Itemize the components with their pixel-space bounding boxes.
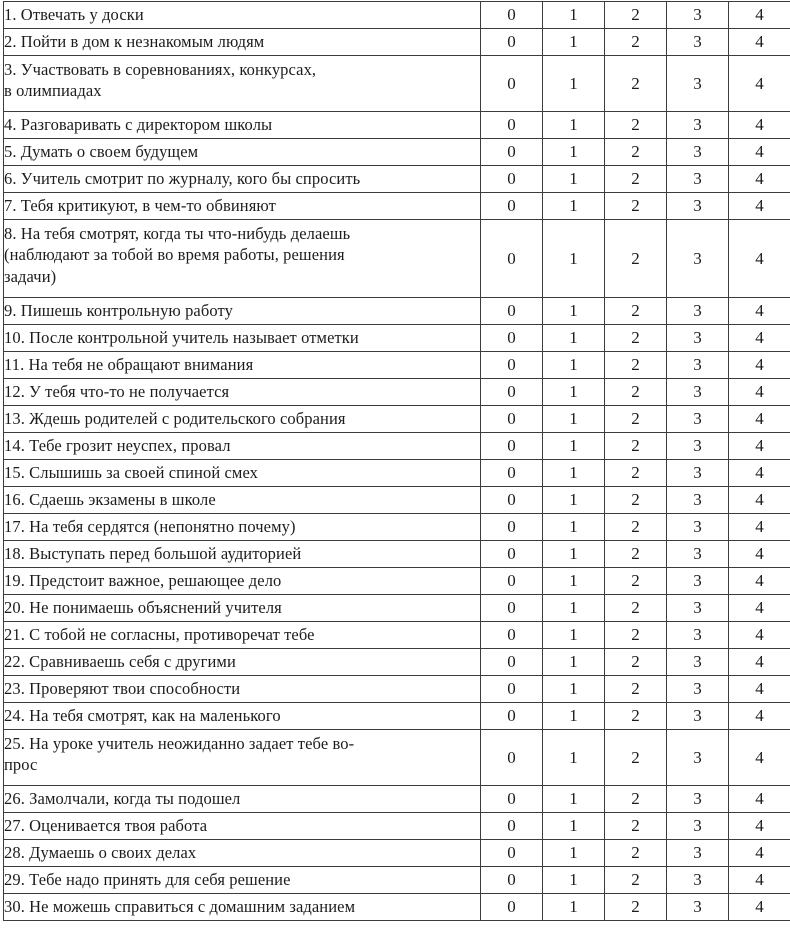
rating-option-2[interactable]: 2 xyxy=(605,894,667,921)
rating-option-4[interactable]: 4 xyxy=(729,487,790,514)
rating-option-3[interactable]: 3 xyxy=(667,460,729,487)
item-statement-line: 26. Замолчали, когда ты подошел xyxy=(4,788,480,809)
item-statement-line: 20. Не понимаешь объяснений учителя xyxy=(4,597,480,618)
item-statement-line: 30. Не можешь справиться с домашним заданием xyxy=(4,896,480,917)
rating-option-0[interactable]: 0 xyxy=(481,166,543,193)
rating-option-1[interactable]: 1 xyxy=(543,813,605,840)
item-statement-line: 15. Слышишь за своей спиной смех xyxy=(4,462,480,483)
rating-option-3[interactable]: 3 xyxy=(667,298,729,325)
rating-option-3[interactable]: 3 xyxy=(667,220,729,298)
rating-option-4[interactable]: 4 xyxy=(729,867,790,894)
rating-option-3[interactable]: 3 xyxy=(667,894,729,921)
rating-option-3[interactable]: 3 xyxy=(667,867,729,894)
item-statement-line: 24. На тебя смотрят, как на маленького xyxy=(4,705,480,726)
rating-option-4[interactable]: 4 xyxy=(729,220,790,298)
rating-option-2[interactable]: 2 xyxy=(605,622,667,649)
rating-option-1[interactable]: 1 xyxy=(543,894,605,921)
rating-option-1[interactable]: 1 xyxy=(543,568,605,595)
rating-option-3[interactable]: 3 xyxy=(667,595,729,622)
rating-option-2[interactable]: 2 xyxy=(605,112,667,139)
item-statement-cell xyxy=(4,56,481,112)
rating-option-1[interactable]: 1 xyxy=(543,703,605,730)
rating-option-1[interactable]: 1 xyxy=(543,2,605,29)
item-statement-cell xyxy=(4,112,481,139)
rating-option-3[interactable]: 3 xyxy=(667,730,729,786)
rating-option-4[interactable]: 4 xyxy=(729,730,790,786)
rating-option-2[interactable]: 2 xyxy=(605,514,667,541)
rating-option-0[interactable]: 0 xyxy=(481,703,543,730)
rating-option-2[interactable]: 2 xyxy=(605,406,667,433)
rating-option-1[interactable]: 1 xyxy=(543,840,605,867)
item-statement-line: 14. Тебе грозит неуспех, провал xyxy=(4,435,480,456)
questionnaire-sheet xyxy=(0,1,790,928)
table-row xyxy=(4,676,790,703)
rating-option-0[interactable]: 0 xyxy=(481,894,543,921)
table-row xyxy=(4,139,790,166)
item-statement-cell xyxy=(4,166,481,193)
rating-option-0[interactable]: 0 xyxy=(481,649,543,676)
item-statement-cell xyxy=(4,894,481,921)
rating-option-2[interactable]: 2 xyxy=(605,220,667,298)
rating-option-1[interactable]: 1 xyxy=(543,379,605,406)
rating-option-4[interactable]: 4 xyxy=(729,649,790,676)
item-statement-cell xyxy=(4,352,481,379)
rating-option-2[interactable]: 2 xyxy=(605,595,667,622)
item-statement-line: 29. Тебе надо принять для себя решение xyxy=(4,869,480,890)
rating-option-3[interactable]: 3 xyxy=(667,193,729,220)
rating-option-3[interactable]: 3 xyxy=(667,676,729,703)
rating-option-0[interactable]: 0 xyxy=(481,867,543,894)
rating-option-1[interactable]: 1 xyxy=(543,139,605,166)
rating-option-1[interactable]: 1 xyxy=(543,406,605,433)
rating-option-3[interactable]: 3 xyxy=(667,56,729,112)
item-statement-cell xyxy=(4,568,481,595)
item-statement-cell xyxy=(4,786,481,813)
item-statement-line: 5. Думать о своем будущем xyxy=(4,141,480,162)
item-statement-cell xyxy=(4,139,481,166)
item-statement-cell xyxy=(4,730,481,786)
rating-option-4[interactable]: 4 xyxy=(729,56,790,112)
item-statement-line: 25. На уроке учитель неожиданно задает тебе во- xyxy=(4,733,480,754)
item-statement-line: 3. Участвовать в соревнованиях, конкурсах, xyxy=(4,59,480,80)
table-row xyxy=(4,406,790,433)
item-statement-cell xyxy=(4,406,481,433)
item-statement-cell xyxy=(4,325,481,352)
rating-option-1[interactable]: 1 xyxy=(543,676,605,703)
item-statement-line: 10. После контрольной учитель называет отметки xyxy=(4,327,480,348)
rating-option-2[interactable]: 2 xyxy=(605,541,667,568)
rating-option-1[interactable]: 1 xyxy=(543,166,605,193)
rating-option-0[interactable]: 0 xyxy=(481,487,543,514)
rating-option-0[interactable]: 0 xyxy=(481,786,543,813)
rating-option-3[interactable]: 3 xyxy=(667,541,729,568)
rating-option-1[interactable]: 1 xyxy=(543,325,605,352)
table-row xyxy=(4,568,790,595)
item-statement-line: 22. Сравниваешь себя с другими xyxy=(4,651,480,672)
table-row xyxy=(4,56,790,112)
rating-option-4[interactable]: 4 xyxy=(729,622,790,649)
rating-option-1[interactable]: 1 xyxy=(543,867,605,894)
item-statement-cell xyxy=(4,867,481,894)
item-statement-cell xyxy=(4,840,481,867)
rating-option-4[interactable]: 4 xyxy=(729,703,790,730)
item-statement-cell xyxy=(4,649,481,676)
rating-option-2[interactable]: 2 xyxy=(605,460,667,487)
item-statement-cell xyxy=(4,433,481,460)
rating-option-4[interactable]: 4 xyxy=(729,541,790,568)
item-statement-line: 9. Пишешь контрольную работу xyxy=(4,300,480,321)
rating-option-0[interactable]: 0 xyxy=(481,541,543,568)
rating-option-2[interactable]: 2 xyxy=(605,56,667,112)
table-row xyxy=(4,649,790,676)
table-row xyxy=(4,2,790,29)
item-statement-cell xyxy=(4,193,481,220)
item-statement-cell xyxy=(4,487,481,514)
rating-option-2[interactable]: 2 xyxy=(605,867,667,894)
item-statement-line: (наблюдают за тобой во время работы, решения xyxy=(4,244,480,265)
item-statement-cell xyxy=(4,703,481,730)
rating-option-0[interactable]: 0 xyxy=(481,298,543,325)
rating-option-1[interactable]: 1 xyxy=(543,487,605,514)
rating-option-0[interactable]: 0 xyxy=(481,730,543,786)
item-statement-cell xyxy=(4,813,481,840)
rating-option-2[interactable]: 2 xyxy=(605,139,667,166)
item-statement-line: 7. Тебя критикуют, в чем-то обвиняют xyxy=(4,195,480,216)
item-statement-cell xyxy=(4,622,481,649)
item-statement-line: прос xyxy=(4,754,480,775)
rating-option-0[interactable]: 0 xyxy=(481,813,543,840)
rating-option-2[interactable]: 2 xyxy=(605,840,667,867)
item-statement-line: 16. Сдаешь экзамены в школе xyxy=(4,489,480,510)
rating-option-4[interactable]: 4 xyxy=(729,139,790,166)
rating-option-4[interactable]: 4 xyxy=(729,325,790,352)
rating-option-0[interactable]: 0 xyxy=(481,193,543,220)
rating-option-1[interactable]: 1 xyxy=(543,786,605,813)
rating-option-1[interactable]: 1 xyxy=(543,622,605,649)
item-statement-line: 1. Отвечать у доски xyxy=(4,4,480,25)
table-row xyxy=(4,786,790,813)
item-statement-line: 18. Выступать перед большой аудиторией xyxy=(4,543,480,564)
rating-option-4[interactable]: 4 xyxy=(729,460,790,487)
rating-option-4[interactable]: 4 xyxy=(729,595,790,622)
rating-option-3[interactable]: 3 xyxy=(667,622,729,649)
rating-option-2[interactable]: 2 xyxy=(605,676,667,703)
rating-option-2[interactable]: 2 xyxy=(605,649,667,676)
rating-option-0[interactable]: 0 xyxy=(481,460,543,487)
rating-option-1[interactable]: 1 xyxy=(543,193,605,220)
rating-option-0[interactable]: 0 xyxy=(481,568,543,595)
rating-option-3[interactable]: 3 xyxy=(667,406,729,433)
rating-option-4[interactable]: 4 xyxy=(729,379,790,406)
rating-option-4[interactable]: 4 xyxy=(729,352,790,379)
rating-option-2[interactable]: 2 xyxy=(605,325,667,352)
rating-option-2[interactable]: 2 xyxy=(605,298,667,325)
item-statement-line: 17. На тебя сердятся (непонятно почему) xyxy=(4,516,480,537)
rating-option-0[interactable]: 0 xyxy=(481,220,543,298)
item-statement-cell xyxy=(4,595,481,622)
rating-option-1[interactable]: 1 xyxy=(543,595,605,622)
item-statement-cell xyxy=(4,514,481,541)
table-row xyxy=(4,514,790,541)
rating-option-4[interactable]: 4 xyxy=(729,813,790,840)
rating-option-0[interactable]: 0 xyxy=(481,56,543,112)
table-row xyxy=(4,325,790,352)
item-statement-line: задачи) xyxy=(4,266,480,287)
item-statement-line: 23. Проверяют твои способности xyxy=(4,678,480,699)
rating-option-1[interactable]: 1 xyxy=(543,460,605,487)
table-row xyxy=(4,840,790,867)
table-row xyxy=(4,622,790,649)
item-statement-line: 6. Учитель смотрит по журналу, кого бы спросить xyxy=(4,168,480,189)
rating-option-4[interactable]: 4 xyxy=(729,406,790,433)
rating-option-4[interactable]: 4 xyxy=(729,193,790,220)
item-statement-line: 12. У тебя что-то не получается xyxy=(4,381,480,402)
item-statement-cell xyxy=(4,298,481,325)
rating-option-0[interactable]: 0 xyxy=(481,622,543,649)
rating-option-3[interactable]: 3 xyxy=(667,379,729,406)
rating-option-0[interactable]: 0 xyxy=(481,29,543,56)
rating-option-0[interactable]: 0 xyxy=(481,406,543,433)
rating-option-2[interactable]: 2 xyxy=(605,352,667,379)
rating-option-1[interactable]: 1 xyxy=(543,29,605,56)
rating-option-3[interactable]: 3 xyxy=(667,325,729,352)
rating-option-3[interactable]: 3 xyxy=(667,649,729,676)
rating-option-2[interactable]: 2 xyxy=(605,487,667,514)
rating-option-0[interactable]: 0 xyxy=(481,514,543,541)
table-row xyxy=(4,220,790,298)
rating-option-4[interactable]: 4 xyxy=(729,840,790,867)
rating-option-2[interactable]: 2 xyxy=(605,786,667,813)
rating-option-0[interactable]: 0 xyxy=(481,325,543,352)
rating-option-2[interactable]: 2 xyxy=(605,379,667,406)
rating-option-0[interactable]: 0 xyxy=(481,112,543,139)
item-statement-cell xyxy=(4,460,481,487)
table-row xyxy=(4,813,790,840)
table-row xyxy=(4,867,790,894)
table-row xyxy=(4,487,790,514)
rating-option-0[interactable]: 0 xyxy=(481,139,543,166)
rating-option-1[interactable]: 1 xyxy=(543,514,605,541)
rating-option-1[interactable]: 1 xyxy=(543,220,605,298)
item-statement-cell xyxy=(4,379,481,406)
rating-option-0[interactable]: 0 xyxy=(481,433,543,460)
item-statement-cell xyxy=(4,29,481,56)
table-row xyxy=(4,193,790,220)
table-row xyxy=(4,460,790,487)
rating-option-1[interactable]: 1 xyxy=(543,56,605,112)
rating-option-3[interactable]: 3 xyxy=(667,514,729,541)
rating-option-3[interactable]: 3 xyxy=(667,139,729,166)
item-statement-line: 8. На тебя смотрят, когда ты что-нибудь делаешь xyxy=(4,223,480,244)
rating-option-2[interactable]: 2 xyxy=(605,568,667,595)
rating-option-1[interactable]: 1 xyxy=(543,298,605,325)
item-statement-cell xyxy=(4,220,481,298)
rating-option-1[interactable]: 1 xyxy=(543,730,605,786)
rating-option-4[interactable]: 4 xyxy=(729,786,790,813)
rating-option-3[interactable]: 3 xyxy=(667,840,729,867)
rating-option-1[interactable]: 1 xyxy=(543,541,605,568)
table-row xyxy=(4,352,790,379)
item-statement-line: 28. Думаешь о своих делах xyxy=(4,842,480,863)
rating-option-3[interactable]: 3 xyxy=(667,703,729,730)
rating-option-1[interactable]: 1 xyxy=(543,112,605,139)
table-row xyxy=(4,298,790,325)
item-statement-line: 21. С тобой не согласны, противоречат тебе xyxy=(4,624,480,645)
table-row xyxy=(4,379,790,406)
rating-option-4[interactable]: 4 xyxy=(729,514,790,541)
rating-option-3[interactable]: 3 xyxy=(667,568,729,595)
item-statement-line: в олимпиадах xyxy=(4,80,480,101)
rating-option-3[interactable]: 3 xyxy=(667,487,729,514)
rating-option-3[interactable]: 3 xyxy=(667,433,729,460)
rating-option-1[interactable]: 1 xyxy=(543,433,605,460)
rating-option-2[interactable]: 2 xyxy=(605,433,667,460)
table-row xyxy=(4,703,790,730)
rating-option-0[interactable]: 0 xyxy=(481,2,543,29)
rating-option-0[interactable]: 0 xyxy=(481,840,543,867)
table-row xyxy=(4,595,790,622)
item-statement-line: 27. Оценивается твоя работа xyxy=(4,815,480,836)
rating-option-2[interactable]: 2 xyxy=(605,29,667,56)
rating-option-4[interactable]: 4 xyxy=(729,676,790,703)
rating-option-3[interactable]: 3 xyxy=(667,2,729,29)
rating-option-4[interactable]: 4 xyxy=(729,568,790,595)
rating-option-2[interactable]: 2 xyxy=(605,193,667,220)
rating-option-4[interactable]: 4 xyxy=(729,166,790,193)
table-row xyxy=(4,730,790,786)
item-statement-line: 2. Пойти в дом к незнакомым людям xyxy=(4,31,480,52)
rating-option-0[interactable]: 0 xyxy=(481,595,543,622)
item-statement-cell xyxy=(4,676,481,703)
item-statement-line: 11. На тебя не обращают внимания xyxy=(4,354,480,375)
item-statement-line: 19. Предстоит важное, решающее дело xyxy=(4,570,480,591)
item-statement-cell xyxy=(4,541,481,568)
rating-option-1[interactable]: 1 xyxy=(543,649,605,676)
rating-option-4[interactable]: 4 xyxy=(729,298,790,325)
rating-option-0[interactable]: 0 xyxy=(481,352,543,379)
item-statement-line: 13. Ждешь родителей с родительского собрания xyxy=(4,408,480,429)
rating-option-2[interactable]: 2 xyxy=(605,813,667,840)
rating-option-4[interactable]: 4 xyxy=(729,112,790,139)
rating-option-3[interactable]: 3 xyxy=(667,813,729,840)
table-row xyxy=(4,112,790,139)
rating-option-3[interactable]: 3 xyxy=(667,166,729,193)
rating-option-2[interactable]: 2 xyxy=(605,2,667,29)
rating-option-4[interactable]: 4 xyxy=(729,894,790,921)
rating-option-3[interactable]: 3 xyxy=(667,29,729,56)
item-statement-cell xyxy=(4,2,481,29)
rating-option-3[interactable]: 3 xyxy=(667,352,729,379)
rating-option-1[interactable]: 1 xyxy=(543,352,605,379)
table-row xyxy=(4,166,790,193)
rating-option-0[interactable]: 0 xyxy=(481,676,543,703)
rating-option-2[interactable]: 2 xyxy=(605,730,667,786)
rating-option-4[interactable]: 4 xyxy=(729,433,790,460)
questionnaire-table xyxy=(3,1,790,921)
table-row xyxy=(4,894,790,921)
rating-option-4[interactable]: 4 xyxy=(729,29,790,56)
rating-option-4[interactable]: 4 xyxy=(729,2,790,29)
item-statement-line: 4. Разговаривать с директором школы xyxy=(4,114,480,135)
table-row xyxy=(4,433,790,460)
rating-option-2[interactable]: 2 xyxy=(605,703,667,730)
rating-option-3[interactable]: 3 xyxy=(667,112,729,139)
rating-option-3[interactable]: 3 xyxy=(667,786,729,813)
rating-option-2[interactable]: 2 xyxy=(605,166,667,193)
table-row xyxy=(4,541,790,568)
table-row xyxy=(4,29,790,56)
rating-option-0[interactable]: 0 xyxy=(481,379,543,406)
questionnaire-table-body xyxy=(4,2,790,921)
